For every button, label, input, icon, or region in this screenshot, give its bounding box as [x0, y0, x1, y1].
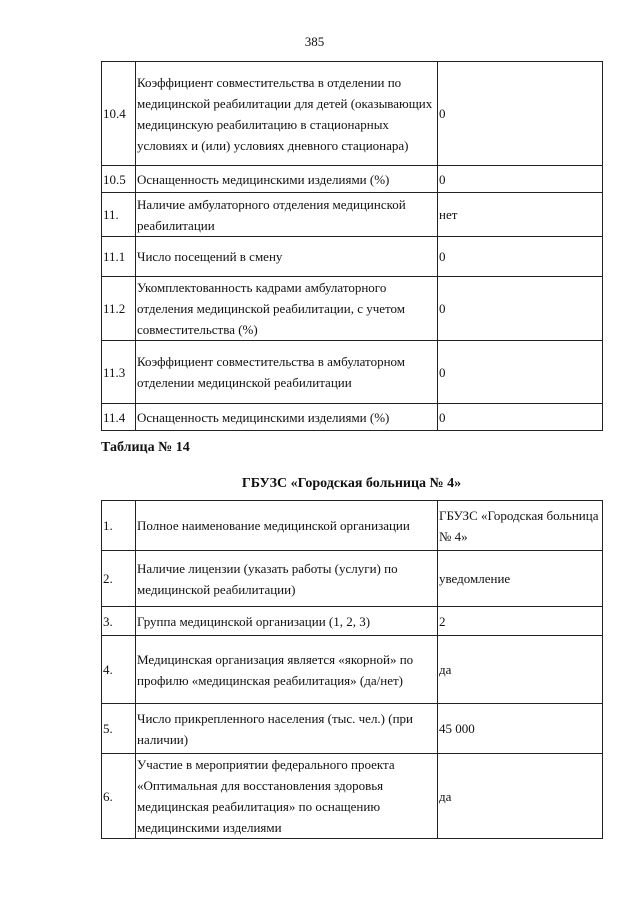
table-title: ГБУЗС «Городская больница № 4» [241, 476, 462, 491]
row-number: 11.4 [102, 404, 136, 431]
row-label: Оснащенность медицинскими изделиями (%) [136, 404, 438, 431]
page-number: 385 [304, 34, 325, 49]
row-number: 10.4 [102, 62, 136, 166]
table-label: Таблица № 14 [101, 440, 190, 455]
row-number: 11.1 [102, 237, 136, 277]
row-number: 11. [102, 193, 136, 237]
table-row [102, 607, 603, 636]
row-number: 5. [102, 704, 136, 754]
row-value: ГБУЗС «Городская больница № 4» [438, 501, 603, 551]
row-value: 0 [438, 166, 603, 193]
row-value: уведомление [438, 551, 603, 607]
row-number: 2. [102, 551, 136, 607]
row-value: 0 [438, 62, 603, 166]
row-number: 3. [102, 607, 136, 636]
row-label: Наличие амбулаторного отделения медицинской реабилитации [136, 193, 438, 237]
table-row [102, 341, 603, 404]
row-label: Коэффициент совместительства в амбулаторном отделении медицинской реабилитации [136, 341, 438, 404]
row-label: Укомплектованность кадрами амбулаторного отделения медицинской реабилитации, с учетом совместительства (%) [136, 277, 438, 341]
row-label: Участие в мероприятии федерального проекта «Оптимальная для восстановления здоровья медицинская реабилитация» по оснащению медицинскими изделиями [136, 754, 438, 839]
row-value: 0 [438, 277, 603, 341]
table-row [102, 277, 603, 341]
organization-table [101, 500, 603, 839]
table-row [102, 237, 603, 277]
row-label: Коэффициент совместительства в отделении по медицинской реабилитации для детей (оказывающих медицинскую реабилитацию в стационарных условиях и (или) условиях дневного стационара) [136, 62, 438, 166]
indicators-table-top [101, 61, 603, 431]
row-label: Число посещений в смену [136, 237, 438, 277]
row-number: 1. [102, 501, 136, 551]
row-label: Число прикрепленного населения (тыс. чел.) (при наличии) [136, 704, 438, 754]
row-label: Группа медицинской организации (1, 2, 3) [136, 607, 438, 636]
row-value: да [438, 754, 603, 839]
row-value: 0 [438, 341, 603, 404]
table-row [102, 704, 603, 754]
row-number: 11.3 [102, 341, 136, 404]
table-row [102, 754, 603, 839]
row-number: 4. [102, 636, 136, 704]
row-number: 6. [102, 754, 136, 839]
row-value: 0 [438, 404, 603, 431]
table-row [102, 501, 603, 551]
row-value: нет [438, 193, 603, 237]
row-value: 45 000 [438, 704, 603, 754]
table-row [102, 551, 603, 607]
row-number: 11.2 [102, 277, 136, 341]
table-row [102, 404, 603, 431]
row-value: да [438, 636, 603, 704]
row-label: Полное наименование медицинской организации [136, 501, 438, 551]
table-row [102, 193, 603, 237]
row-label: Оснащенность медицинскими изделиями (%) [136, 166, 438, 193]
table-row [102, 636, 603, 704]
table-row [102, 62, 603, 166]
row-number: 10.5 [102, 166, 136, 193]
row-value: 0 [438, 237, 603, 277]
row-label: Наличие лицензии (указать работы (услуги) по медицинской реабилитации) [136, 551, 438, 607]
row-label: Медицинская организация является «якорной» по профилю «медицинская реабилитация» (да/нет) [136, 636, 438, 704]
table-row [102, 166, 603, 193]
row-value: 2 [438, 607, 603, 636]
